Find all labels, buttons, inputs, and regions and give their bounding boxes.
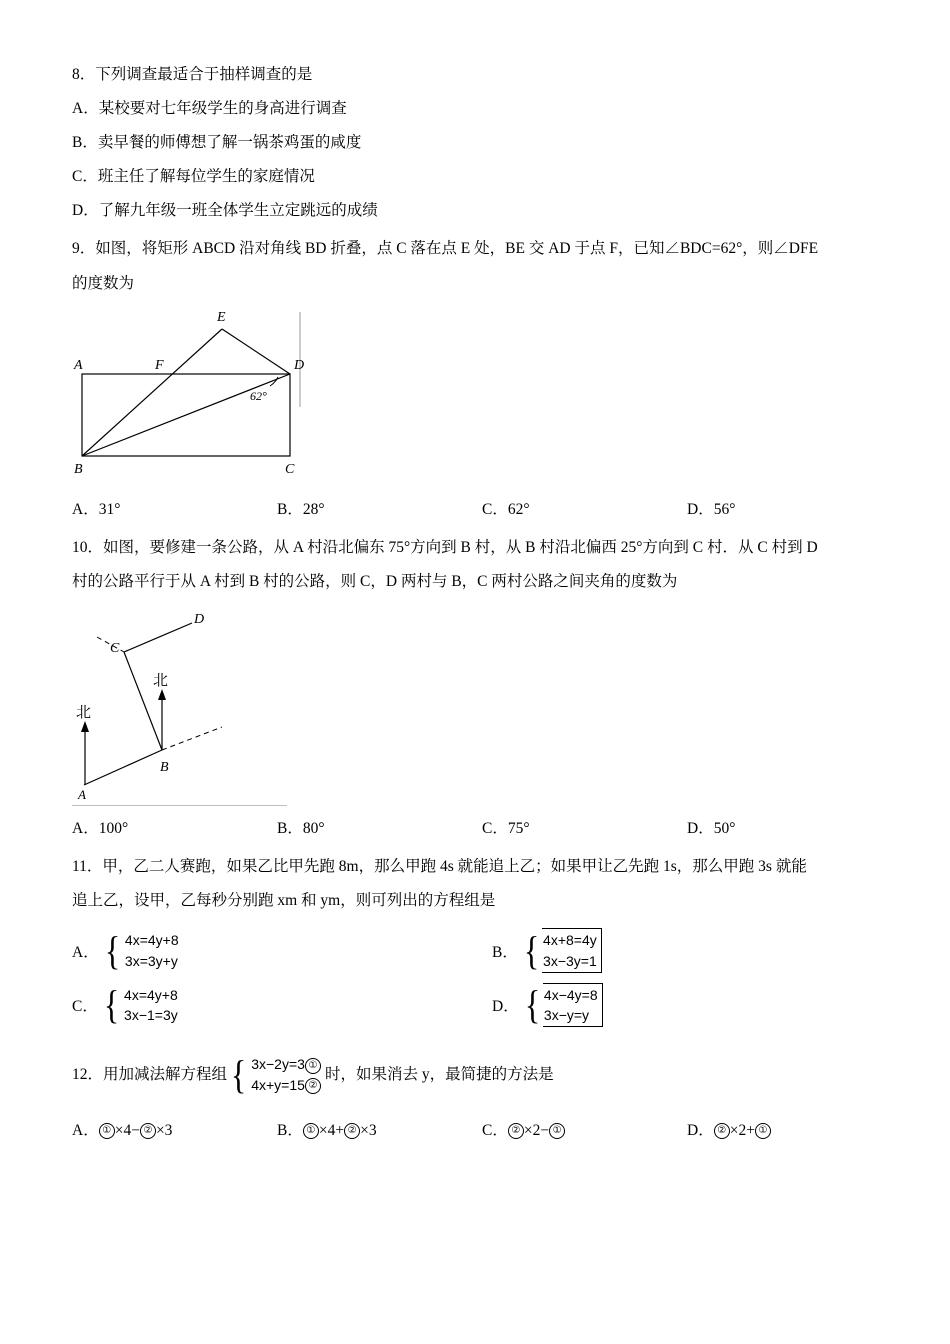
question-8-option-b: B．卖早餐的师傅想了解一锅茶鸡蛋的咸度 [72,134,362,152]
circled-two-icon: ② [714,1123,730,1139]
label-B: B [160,759,169,775]
question-9-stem-line1: 9．如图，将矩形 ABCD 沿对角线 BD 折叠，点 C 落在点 E 处，BE 交 AD 于点 F，已知∠BDC=62°，则∠DFE [72,240,819,258]
question-12-option-c-mid: ×2− [523,1122,550,1139]
brace-icon: { [103,982,120,1028]
equation-d-1: 4x−4y=8 [543,986,598,1003]
question-11-option-b [492,928,602,973]
question-12 [72,1053,878,1148]
question-10 [72,531,878,846]
question-11-option-d [492,983,603,1028]
circled-one-icon: ① [549,1123,565,1139]
road-direction-diagram [72,605,332,800]
equation-a-1: 4x=4y+8 [124,932,179,949]
question-12-option-d-label: D． [687,1122,714,1139]
label-B: B [74,461,83,477]
label-north-b: 北 [153,671,169,689]
label-angle-62: 62° [250,388,267,403]
equation-a-2: 3x=3y+y [124,952,178,969]
question-11-options-row-1 [72,928,878,973]
question-12-option-a-label: A． [72,1122,99,1139]
question-9 [72,232,878,526]
question-12-stem [72,1053,878,1096]
circled-two-icon: ② [140,1123,156,1139]
question-12-equation-2 [251,1075,321,1095]
label-A: A [78,786,86,800]
question-12-option-a [72,1114,277,1148]
question-11-option-c [72,984,492,1027]
circled-two-icon: ② [508,1123,524,1139]
equation-c-2: 3x−1=3y [124,1007,178,1024]
equation-system-c [102,984,180,1027]
question-9-option-b: B．28° [277,500,325,518]
question-12-option-c [482,1114,687,1148]
question-10-options [72,812,878,846]
question-8-stem: 8．下列调查最适合于抽样调查的是 [72,66,313,83]
equation-system-d [523,983,603,1028]
question-11-options-row-2 [72,983,878,1028]
rectangle-fold-diagram [72,307,392,482]
question-10-figure [72,605,878,806]
equation-system-a [103,929,181,972]
question-11-option-d-label: D． [492,998,519,1016]
equation-d-2: 3x−y=y [543,1007,590,1024]
label-E: E [217,309,226,325]
question-10-option-b: B．80° [277,819,325,837]
question-9-figure [72,307,878,487]
question-9-option-c: C．62° [482,500,530,518]
label-C: C [110,640,120,656]
question-10-option-a: A．100° [72,819,129,837]
equation-system-q12 [229,1053,323,1096]
question-11-option-c-label: C． [72,998,98,1016]
question-12-equation-1-text: 3x−2y=3 [251,1056,305,1073]
question-12-option-b [277,1114,482,1148]
question-11-option-a [72,929,492,972]
question-8-option-a: A．某校要对七年级学生的身高进行调查 [72,100,347,118]
question-11-option-a-label: A． [72,943,99,961]
question-11-stem-line1: 11．甲，乙二人赛跑，如果乙比甲先跑 8m，那么甲跑 4s 就能追上乙；如果甲让乙先跑 1s，那么甲跑 3s 就能 [72,858,807,876]
question-12-option-b-end: ×3 [360,1122,377,1139]
label-C: C [285,461,295,477]
brace-icon: { [524,982,540,1028]
question-11-stem-line2: 追上乙，设甲，乙每秒分别跑 xm 和 ym，则可列出的方程组是 [72,892,496,910]
question-12-option-d [687,1114,771,1148]
question-12-options [72,1114,878,1148]
circled-one-icon: ① [755,1123,771,1139]
label-A: A [74,357,83,373]
question-10-stem-line1: 10．如图，要修建一条公路，从 A 村沿北偏东 75°方向到 B 村，从 B 村沿北偏西 25°方向到 C 村．从 C 村到 D [72,538,818,556]
brace-icon: { [230,1051,247,1097]
equation-b-2: 3x−3y=1 [543,952,597,969]
question-11-option-b-label: B． [492,943,518,961]
question-12-stem-prefix: 12．用加减法解方程组 [72,1065,228,1083]
question-12-equation-1 [251,1054,321,1074]
circled-one-icon: ① [99,1123,115,1139]
question-8-option-d: D．了解九年级一班全体学生立定跳远的成绩 [72,202,378,220]
label-F: F [155,357,164,373]
question-8 [72,58,878,228]
question-12-option-a-end: ×3 [155,1122,173,1139]
circled-two-icon: ② [305,1078,321,1094]
question-9-option-d: D．56° [687,500,736,518]
label-D: D [194,611,205,627]
question-12-option-b-label: B． [277,1122,303,1139]
question-12-equation-2-text: 4x+y=15 [251,1076,305,1093]
equation-system-b [522,928,602,973]
equation-b-1: 4x+8=4y [543,932,597,949]
question-10-option-d: D．50° [687,819,736,837]
question-12-option-d-mid: ×2+ [729,1122,755,1139]
question-11 [72,850,878,1027]
brace-icon: { [104,927,120,973]
circled-two-icon: ② [344,1123,360,1139]
circled-one-icon: ① [305,1058,321,1074]
question-9-stem-line2: 的度数为 [72,274,135,292]
question-12-option-b-mid: ×4+ [318,1122,345,1139]
brace-icon: { [523,927,540,973]
equation-c-1: 4x=4y+8 [124,986,178,1003]
question-8-option-c: C．班主任了解每位学生的家庭情况 [72,168,315,186]
label-D: D [294,357,305,373]
question-12-stem-suffix: 时，如果消去 y，最简捷的方法是 [324,1065,554,1083]
label-north-a: 北 [76,703,92,721]
question-9-option-a: A．31° [72,500,121,518]
question-12-option-c-label: C． [482,1122,508,1139]
question-9-options [72,493,878,527]
circled-one-icon: ① [303,1123,319,1139]
question-12-option-a-mid: ×4− [114,1122,140,1139]
question-10-stem-line2: 村的公路平行于从 A 村到 B 村的公路，则 C，D 两村与 B，C 两村公路之间夹角的度数为 [72,572,678,590]
question-10-option-c: C．75° [482,819,530,837]
